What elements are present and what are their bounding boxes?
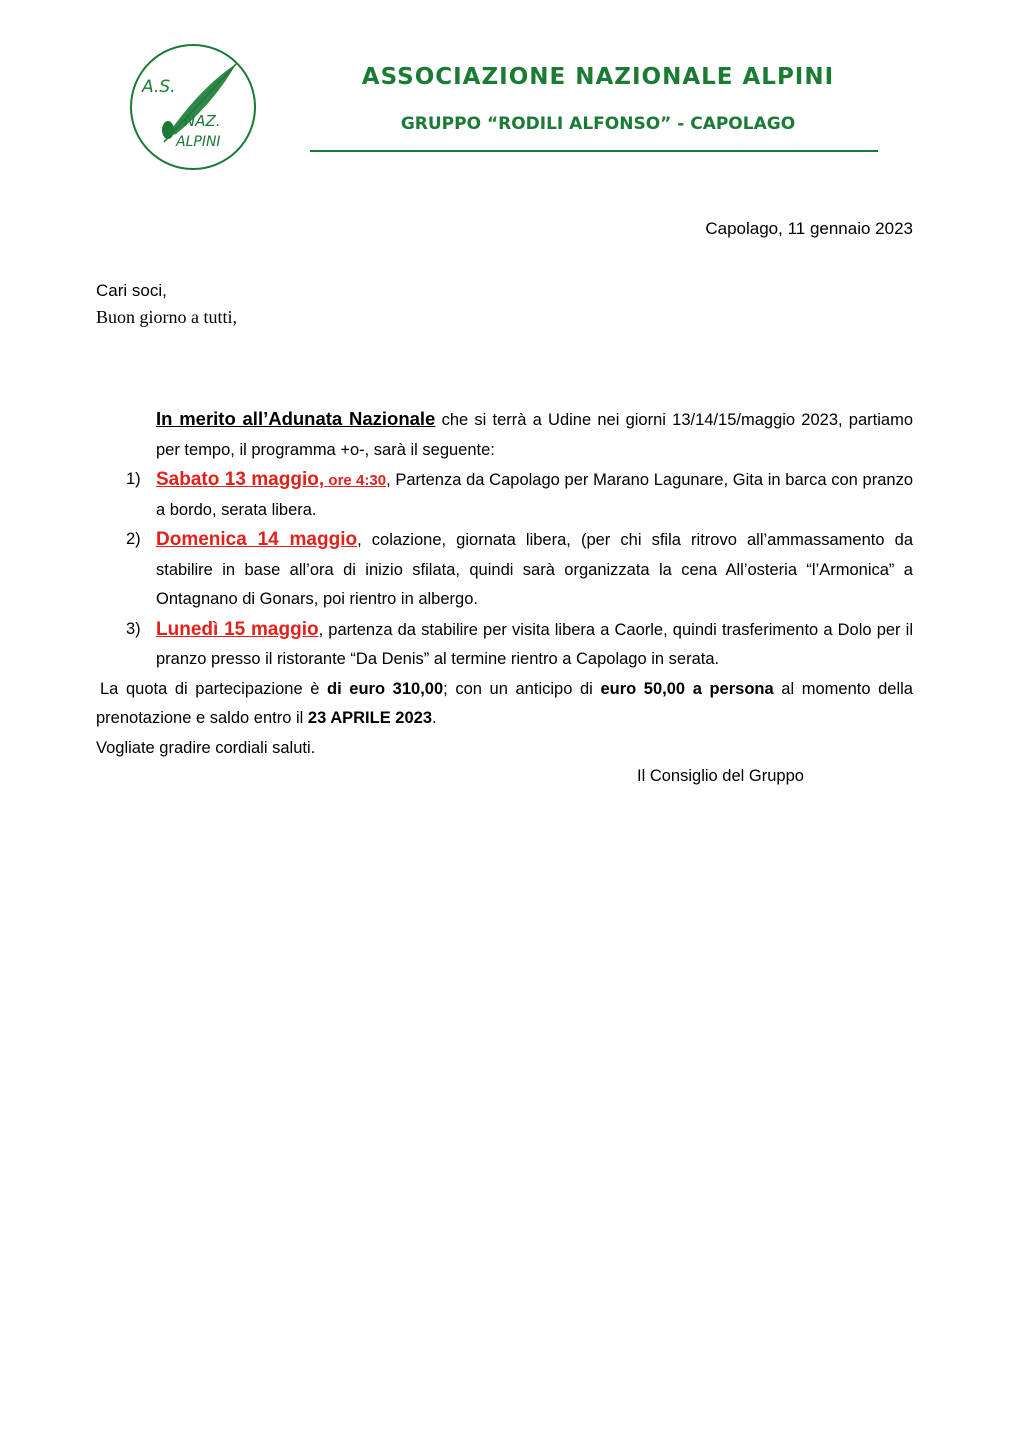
- closing-greeting: Vogliate gradire cordiali saluti.: [96, 738, 316, 757]
- intro-paragraph: [156, 404, 913, 465]
- program-item-day: Domenica 14 maggio: [156, 529, 358, 550]
- program-item-number: 2): [126, 530, 141, 548]
- salutation-line-1: Cari soci,: [96, 281, 167, 300]
- program-item: [96, 615, 913, 675]
- header-divider: [310, 150, 878, 152]
- program-item-number: 3): [126, 619, 141, 638]
- quota-deadline: 23 APRILE 2023: [307, 709, 433, 727]
- logo-text-as: A.S.: [142, 77, 176, 97]
- program-list: [96, 465, 913, 675]
- program-item-day: Sabato 13 maggio,: [156, 469, 325, 490]
- intro-lead: In merito all’Adunata Nazionale: [156, 408, 436, 429]
- logo-text-alpini: ALPINI: [176, 134, 221, 150]
- program-item: [96, 465, 913, 525]
- association-logo: [128, 42, 258, 172]
- signature: Il Consiglio del Gruppo: [637, 767, 804, 785]
- quota-part-2: ; con un anticipo di: [443, 679, 601, 698]
- association-title: ASSOCIAZIONE NAZIONALE ALPINI: [361, 64, 835, 90]
- program-item-text: , colazione, giornata libera, (per chi sfila ritrovo all’ammassamento da stabilire in base all’ora di inizio sfilata, quindi sarà organizzata la cena All’osteria “l’Armonica” a Ontagnano di Gonars, poi rientro in albergo.: [156, 531, 913, 608]
- program-item-text: , partenza da stabilire per visita libera a Caorle, quindi trasferimento a Dolo per il pranzo presso il ristorante “Da Denis” al termine rientro a Capolago in serata.: [156, 620, 913, 668]
- program-item-time: ore 4:30: [324, 472, 387, 489]
- quota-amount: di euro 310,00: [327, 679, 444, 698]
- letter-date: Capolago, 11 gennaio 2023: [705, 219, 913, 238]
- salutation-line-2: Buon giorno a tutti,: [96, 307, 237, 327]
- quota-part-1: La quota di partecipazione è: [100, 679, 328, 698]
- quota-part-3: al momento della prenotazione e saldo entro il: [96, 679, 913, 727]
- logo-text-naz: NAZ.: [184, 112, 221, 130]
- program-item: [96, 525, 913, 615]
- intro-text: che si terrà a Udine nei giorni 13/14/15/maggio 2023, partiamo per tempo, il programma +o-, sarà il seguente:: [156, 411, 913, 459]
- salutation-block: [96, 277, 237, 331]
- program-item-day: Lunedì 15 maggio: [156, 618, 319, 640]
- program-item-number: 1): [126, 470, 141, 488]
- group-subtitle: GRUPPO “RODILI ALFONSO” - CAPOLAGO: [400, 114, 796, 134]
- program-item-text: , Partenza da Capolago per Marano Lagunare, Gita in barca con pranzo a bordo, serata libera.: [156, 471, 914, 519]
- quota-part-4: .: [432, 709, 437, 727]
- quota-deposit: euro 50,00 a persona: [600, 679, 774, 698]
- quota-paragraph: [96, 675, 913, 734]
- ana-emblem-icon: [128, 42, 258, 172]
- letter-body: [96, 404, 913, 763]
